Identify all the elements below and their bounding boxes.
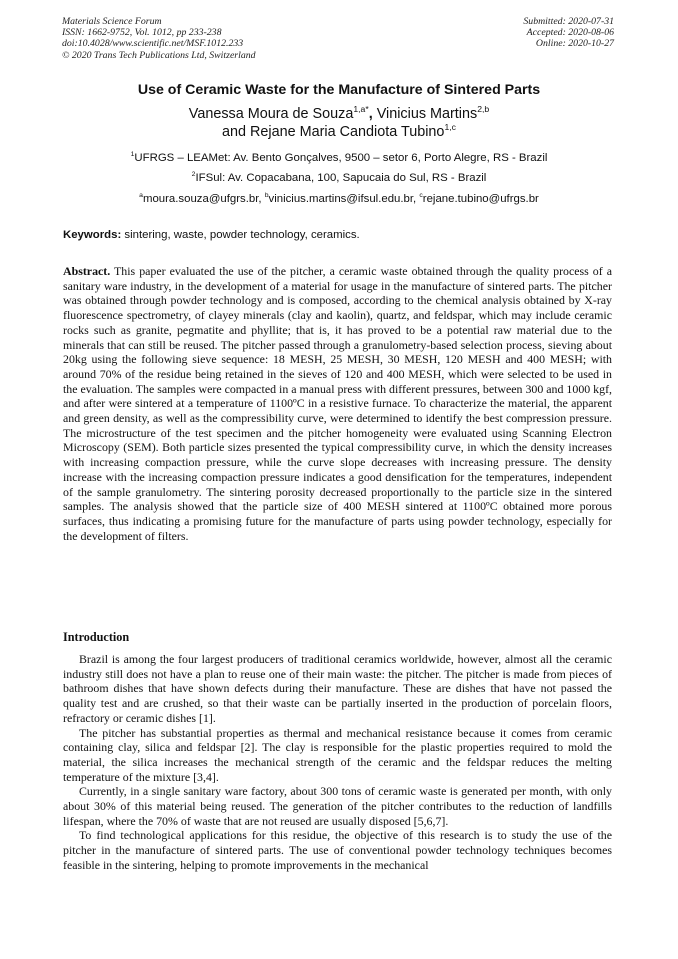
keywords [63, 229, 360, 241]
affiliation [0, 152, 678, 164]
email-text: vinicius.martins@ifsul.edu.br, [268, 193, 420, 205]
author-name: and Rejane Maria Candiota Tubino [222, 124, 445, 140]
journal-doi: doi:10.4028/www.scientific.net/MSF.1012.233 [62, 38, 244, 50]
email-sup: b [264, 192, 269, 200]
author-emails [0, 193, 678, 205]
journal-header [62, 16, 256, 61]
paragraph: To find technological applications for this residue, the objective of this research is to study the use of the pitcher in the manufacture of sintered parts. The use of conventional powder technology techniques becomes feasible in the sintering, helping to promote improvements in the mechanical [63, 828, 612, 872]
author-sup: 1,c [444, 122, 456, 133]
keywords-label: Keywords: [63, 229, 122, 241]
paper-title: Use of Ceramic Waste for the Manufacture of Sintered Parts [137, 82, 541, 98]
author-sup: 1,a* [353, 104, 369, 115]
author-name: Vanessa Moura de Souza [188, 106, 354, 122]
abstract-text: This paper evaluated the use of the pitcher, a ceramic waste obtained through the quality process of a sanitary ware industry, in the development of a material for usage in the manufacture of sintered parts. The pitcher was obtained through powder technology and is composed, according to the chemical analysis obtained by X-ray fluorescence spectrometry, of clayey minerals (clay and kaolin), quartz, and feldspar, which may include ceramic rocks such as granite, pegmatite and phyllite; that is, it has proved to be a potential raw material due to the minerals that can still be reused. The pitcher passed through a granulometry-based selection process, sieving about 20kg using the following sieve sequence: 18 MESH, 25 MESH, 30 MESH, 120 MESH and 400 MESH; with around 70% of the residue being retained in the sieves of 120 and 400 MESH, which were selected to be used in the evaluation. The samples were compacted in a manual press with different pressures, between 300 and 1000 kgf, and after were sintered at a temperature of 1100ºC in a resistive furnace. To characterize the material, the apparent and green density, as well as the compressibility curve, were determined to identify the best compression pressure. The microstructure of the test specimen and the pitcher homogeneity were evaluated using Scanning Electron Microscopy (SEM). Both particle sizes presented the typical compressibility curve, in which the density increases with increasing compaction pressure, while the curve slope decreases with increasing pressure. The density increase with the increasing compaction pressure indicates a good densification for the temperatures, independent of the sample granulometry. The sintering porosity decreased proportionally to the particle size in the sintered samples. The analysis showed that the particle size of 400 MESH sintered at 1100ºC obtained more porous surfaces, thus indicating a promising future for the manufacture of parts using powder technology, especially for the development of filters. [63, 264, 613, 543]
date-online: Online: 2020-10-27 [535, 38, 614, 50]
introduction-body [63, 652, 612, 873]
paragraph: Currently, in a single sanitary ware factory, about 300 tons of ceramic waste is generated per month, with only about 30% of this material being reused. The generation of the pitcher contributes to the reduction of landfills lifespan, where the 70% of waste that are not reused are usually disposed [5,6,7]. [63, 784, 612, 828]
section-heading: Introduction [63, 630, 130, 644]
email-text: moura.souza@ufgrs.br, [142, 193, 265, 205]
affiliation-text: IFSul: Av. Copacabana, 100, Sapucaia do Sul, RS - Brazil [195, 172, 487, 184]
journal-issn: ISSN: 1662-9752, Vol. 1012, pp 233-238 [62, 27, 222, 39]
paragraph: The pitcher has substantial properties as thermal and mechanical resistance because it comes from ceramic containing clay, silica and feldspar [2]. The clay is responsible for the plastic properties required to mold the material, the silica increases the mechanical strength of the ceramic and the feldspar reduces the melting temperature of the mixture [3,4]. [63, 725, 612, 784]
affiliation-sup: 1 [130, 151, 135, 159]
journal-copyright: © 2020 Trans Tech Publications Ltd, Switzerland [62, 49, 256, 61]
author-sup: 2,b [477, 104, 490, 115]
email-sup: a [139, 192, 143, 200]
affiliation [0, 172, 678, 184]
date-submitted: Submitted: 2020-07-31 [523, 16, 614, 27]
abstract [63, 264, 612, 543]
affiliation-sup: 2 [191, 171, 196, 179]
affiliation-text: UFRGS – LEAMet: Av. Bento Gonçalves, 9500 – setor 6, Porto Alegre, RS - Brazil [134, 152, 548, 164]
publication-dates [523, 16, 614, 50]
author-name: Vinicius Martins [376, 106, 478, 122]
author-list: Vanessa Moura de Souza$^{1,a*}$, Vinicius Martins$^{2,b}$ and Rejane Maria Candiota Tubino$^{1,c}$ [188, 104, 490, 140]
journal-name: Materials Science Forum [62, 16, 162, 27]
email-text: rejane.tubino@ufrgs.br [422, 193, 539, 205]
abstract-label: Abstract. [63, 264, 111, 278]
date-accepted: Accepted: 2020-08-06 [526, 27, 614, 39]
keywords-text: sintering, waste, powder technology, ceramics. [121, 229, 360, 241]
email-sup: c [419, 192, 423, 200]
paragraph: Brazil is among the four largest producers of traditional ceramics worldwide, however, almost all the ceramic industry still does not have a plan to reuse one of their main waste: the pitcher. The pitcher is made from pieces of bathroom dishes that have shown defects during their manufacture. These are dishes that have not passed the quality test and are crushed, so that their waste can be partially inserted in the production of porcelain floors, refractory or ceramic dishes [1]. [63, 652, 612, 725]
